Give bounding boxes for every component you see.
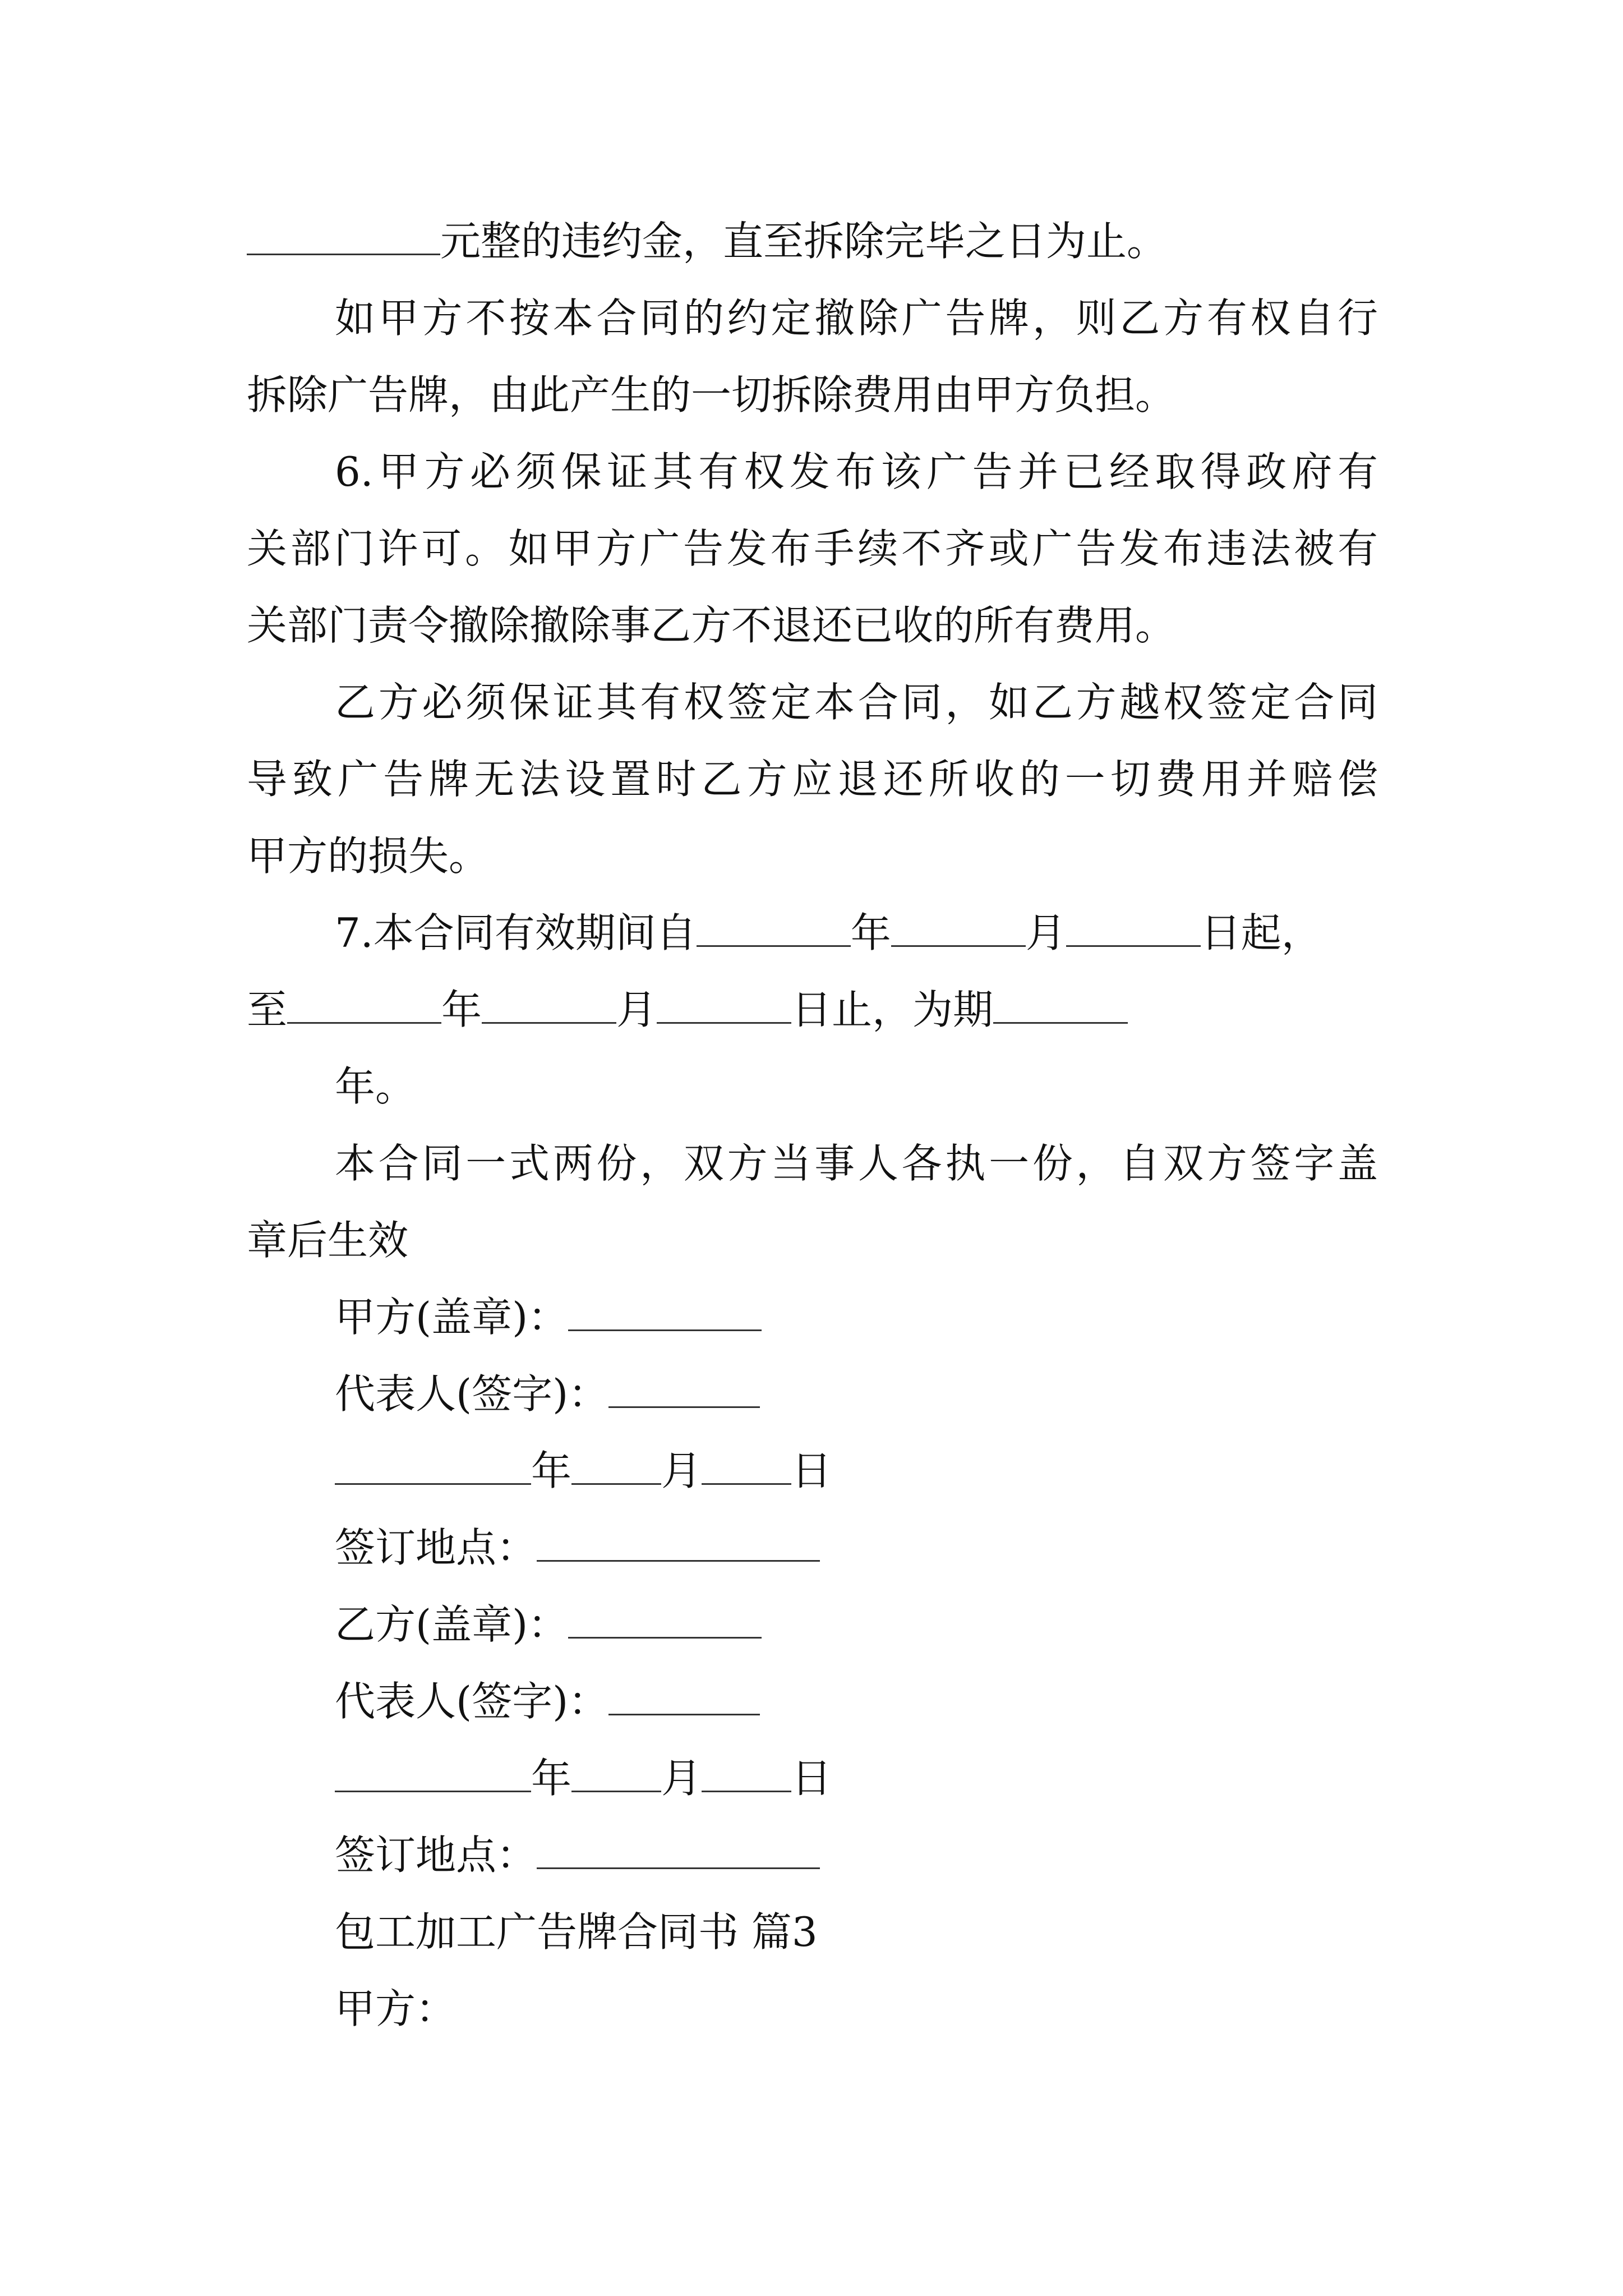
blank-field: [608, 1370, 760, 1408]
date-month-label: 月: [661, 1447, 702, 1494]
date-day-label: 日: [791, 1755, 832, 1802]
term-month-label: 月: [616, 986, 657, 1033]
party-a-line: 甲方：: [335, 1985, 457, 2032]
blank-field: [702, 1447, 791, 1485]
paragraph-line: 乙方必须保证其有权签定本合同，如乙方越权签定合同: [335, 679, 1378, 726]
paragraph-line: 关部门许可。如甲方广告发布手续不齐或广告发布违法被有: [247, 525, 1378, 572]
paragraph-line: 年。: [335, 1063, 416, 1110]
term-month-label: 月: [1025, 909, 1066, 956]
blank-field: [1066, 909, 1201, 947]
party-b-seal-label: 乙方(盖章)：: [335, 1601, 569, 1648]
blank-field: [482, 986, 616, 1024]
clause-7-line: [335, 905, 1322, 961]
term-to-label: 至: [247, 986, 288, 1033]
paragraph-line: 甲方的损失。: [247, 832, 490, 880]
blank-field: [568, 1601, 762, 1639]
blank-field: [568, 1294, 762, 1331]
date-day-label: 日: [791, 1447, 832, 1494]
party-a-place-line: [335, 1520, 820, 1576]
clause-7-line: [247, 982, 1128, 1038]
term-end-label: 日止，为期: [791, 986, 994, 1033]
party-a-date-line: [335, 1443, 832, 1499]
paragraph-line: 拆除广告牌，由此产生的一切拆除费用由甲方负担。: [247, 371, 1176, 418]
blank-field: [335, 1447, 531, 1485]
blank-field: [702, 1755, 791, 1792]
signing-place-label: 签订地点：: [335, 1524, 537, 1571]
party-a-seal-line: [335, 1289, 762, 1345]
party-b-place-line: [335, 1827, 820, 1883]
signing-place-label: 签订地点：: [335, 1832, 537, 1879]
paragraph-line: 本合同一式两份，双方当事人各执一份，自双方签字盖: [335, 1140, 1378, 1187]
party-b-date-line: [335, 1750, 832, 1806]
clause-6-line: 6.甲方必须保证其有权发布该广告并已经取得政府有: [335, 448, 1378, 495]
paragraph-line: 关部门责令撤除撤除事乙方不退还已收的所有费用。: [247, 602, 1176, 649]
blank-field: [537, 1832, 820, 1869]
blank-field: [247, 218, 440, 255]
party-b-seal-line: [335, 1596, 762, 1653]
blank-field: [287, 986, 441, 1024]
paragraph-line: 如甲方不按本合同的约定撤除广告牌，则乙方有权自行: [335, 295, 1378, 342]
party-a-seal-label: 甲方(盖章)：: [335, 1294, 569, 1341]
date-year-label: 年: [531, 1447, 572, 1494]
term-day-label: 日起，: [1200, 909, 1322, 956]
date-month-label: 月: [661, 1755, 702, 1802]
blank-field: [657, 986, 791, 1024]
blank-field: [571, 1447, 661, 1485]
paragraph-line: 章后生效: [247, 1217, 409, 1264]
blank-field: [335, 1755, 531, 1792]
blank-field: [891, 909, 1026, 947]
term-label: 7.本合同有效期间自: [335, 909, 697, 956]
representative-label: 代表人(签字)：: [335, 1678, 609, 1725]
date-year-label: 年: [531, 1755, 572, 1802]
term-year-label: 年: [850, 909, 891, 956]
blank-field: [993, 986, 1128, 1024]
blank-field: [537, 1524, 820, 1562]
paragraph-line: 导致广告牌无法设置时乙方应退还所收的一切费用并赔偿: [247, 756, 1378, 803]
blank-field: [608, 1678, 760, 1715]
penalty-line: [247, 213, 1167, 269]
blank-field: [571, 1755, 661, 1792]
party-a-representative-line: [335, 1366, 760, 1422]
representative-label: 代表人(签字)：: [335, 1370, 609, 1418]
paragraph-text: 元整的违约金，直至拆除完毕之日为止。: [440, 218, 1168, 265]
term-year-label: 年: [441, 986, 482, 1033]
section-heading: 包工加工广告牌合同书 篇3: [335, 1908, 818, 1955]
party-b-representative-line: [335, 1673, 760, 1729]
blank-field: [697, 909, 851, 947]
